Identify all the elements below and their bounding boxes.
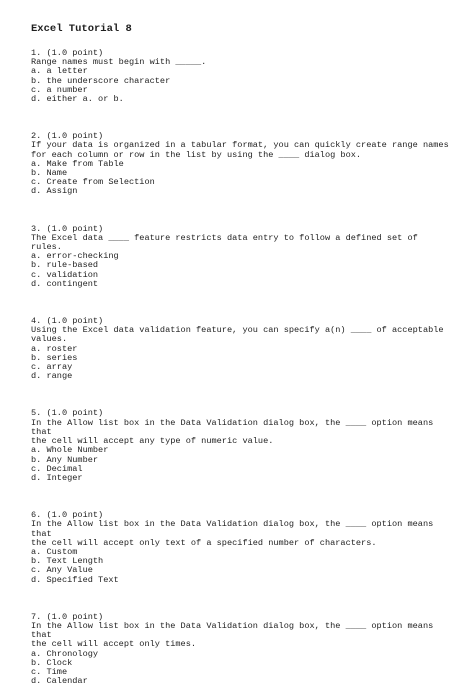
question-7 (31, 613, 451, 686)
choice-d: d. either a. or b. (31, 94, 124, 105)
question-number: 3. (1.0 point) (31, 223, 104, 234)
choice-a: a. error-checking (31, 251, 119, 262)
choice-a: a. a letter (31, 66, 88, 77)
question-3 (31, 225, 451, 289)
question-number: 7. (1.0 point) (31, 611, 104, 622)
answer-choices (31, 650, 451, 686)
choice-d: d. range (31, 371, 73, 382)
choice-c: c. Any Value (31, 565, 93, 576)
question-number: 4. (1.0 point) (31, 316, 104, 327)
question-1 (31, 49, 451, 104)
choice-b: b. the underscore character (31, 75, 171, 86)
answer-choices (31, 160, 451, 197)
question-4 (31, 317, 451, 381)
choice-a: a. Chronology (31, 648, 99, 659)
answer-choices (31, 252, 451, 289)
choice-b: b. Clock (31, 657, 73, 668)
question-text: In the Allow list box in the Data Validation dialog box, the ____ option means that the cell will accept only text of a specified number of characters. (31, 519, 434, 548)
choice-c: c. validation (31, 269, 99, 280)
choice-b: b. Name (31, 168, 68, 179)
question-number: 6. (1.0 point) (31, 510, 104, 521)
choice-d: d. Assign (31, 186, 78, 197)
choice-d: d. contingent (31, 278, 99, 289)
choice-c: c. Create from Selection (31, 177, 155, 188)
choice-b: b. rule-based (31, 260, 99, 271)
question-5 (31, 409, 451, 483)
answer-choices (31, 548, 451, 585)
answer-choices (31, 67, 451, 104)
question-text: If your data is organized in a tabular format, you can quickly create range names for each column or row in the list by using the ____ dialog box. (31, 140, 449, 160)
choice-d: d. Integer (31, 472, 83, 483)
document-title: Excel Tutorial 8 (31, 23, 132, 35)
choice-b: b. Any Number (31, 454, 99, 465)
answer-choices (31, 345, 451, 382)
choice-a: a. Whole Number (31, 445, 109, 456)
choice-d: d. Calendar (31, 676, 88, 686)
question-number: 1. (1.0 point) (31, 48, 104, 58)
question-text: Using the Excel data validation feature, you can specify a(n) ____ of acceptable values. (31, 325, 444, 345)
choice-c: c. Time (31, 666, 68, 677)
question-2 (31, 132, 451, 196)
choice-a: a. Make from Table (31, 158, 124, 169)
choice-b: b. series (31, 352, 78, 363)
choice-b: b. Text Length (31, 556, 104, 567)
question-number: 5. (1.0 point) (31, 408, 104, 419)
choice-d: d. Specified Text (31, 574, 119, 585)
question-text: In the Allow list box in the Data Validation dialog box, the ____ option means that the cell will accept only times. (31, 620, 434, 650)
answer-choices (31, 446, 451, 483)
question-text: In the Allow list box in the Data Validation dialog box, the ____ option means that the cell will accept any type of numeric value. (31, 417, 434, 447)
choice-a: a. roster (31, 343, 78, 354)
question-text: The Excel data ____ feature restricts data entry to follow a defined set of rules. (31, 232, 423, 253)
choice-c: c. array (31, 362, 73, 373)
choice-a: a. Custom (31, 546, 78, 557)
choice-c: c. a number (31, 84, 88, 95)
question-6 (31, 511, 451, 585)
question-text: Range names must begin with _____. (31, 57, 207, 68)
choice-c: c. Decimal (31, 463, 83, 474)
question-number: 2. (1.0 point) (31, 131, 104, 142)
document-page (31, 22, 451, 686)
